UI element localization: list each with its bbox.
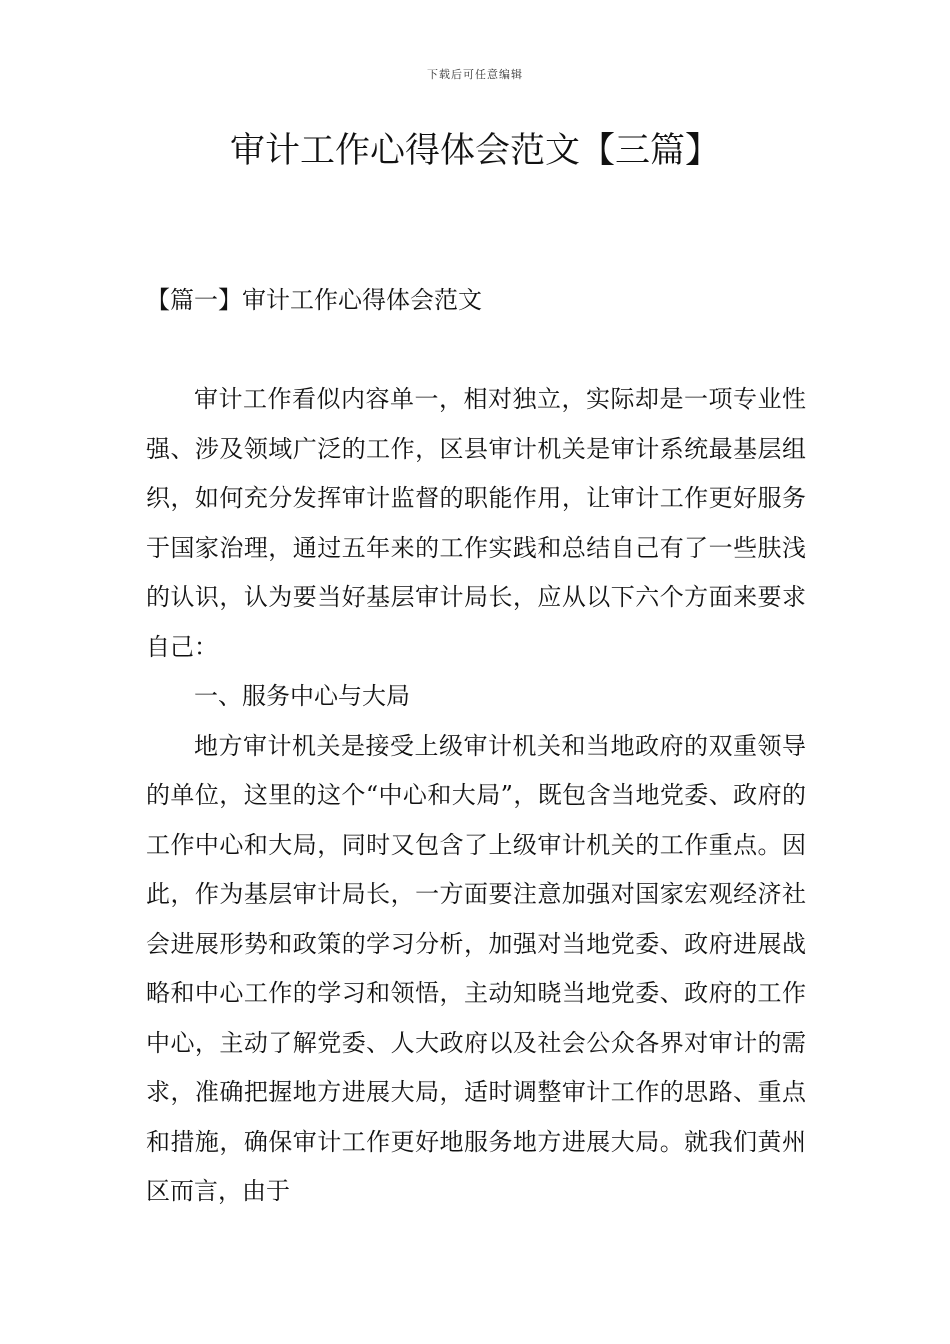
section-heading: 【篇一】审计工作心得体会范文: [146, 286, 482, 314]
paragraph-subheading: 一、服务中心与大局: [194, 682, 410, 710]
paragraph-body: 地方审计机关是接受上级审计机关和当地政府的双重领导的单位，这里的这个“中心和大局”，既包含当地党委、政府的工作中心和大局，同时又包含了上级审计机关的工作重点。因此，作为基层审计局长，一方面要注意加强对国家宏观经济社会进展形势和政策的学习分析，加强对当地党委、政府进展战略和中心工作的学习和领悟，主动知晓当地党委、政府的工作中心，主动了解党委、人大政府以及社会公众各界对审计的需求，准确把握地方进展大局，适时调整审计工作的思路、重点和措施，确保审计工作更好地服务地方进展大局。就我们黄州区而言，由于: [146, 731, 806, 1205]
header-note: 下载后可任意编辑: [427, 68, 523, 81]
document-body: [146, 375, 806, 1217]
paragraph-intro: 审计工作看似内容单一，相对独立，实际却是一项专业性强、涉及领域广泛的工作，区县审计机关是审计系统最基层组织，如何充分发挥审计监督的职能作用，让审计工作更好服务于国家治理，通过五年来的工作实践和总结自己有了一些肤浅的认识，认为要当好基层审计局长，应从以下六个方面来要求自己：: [146, 385, 806, 661]
document-title: 审计工作心得体会范文【三篇】: [229, 131, 720, 171]
